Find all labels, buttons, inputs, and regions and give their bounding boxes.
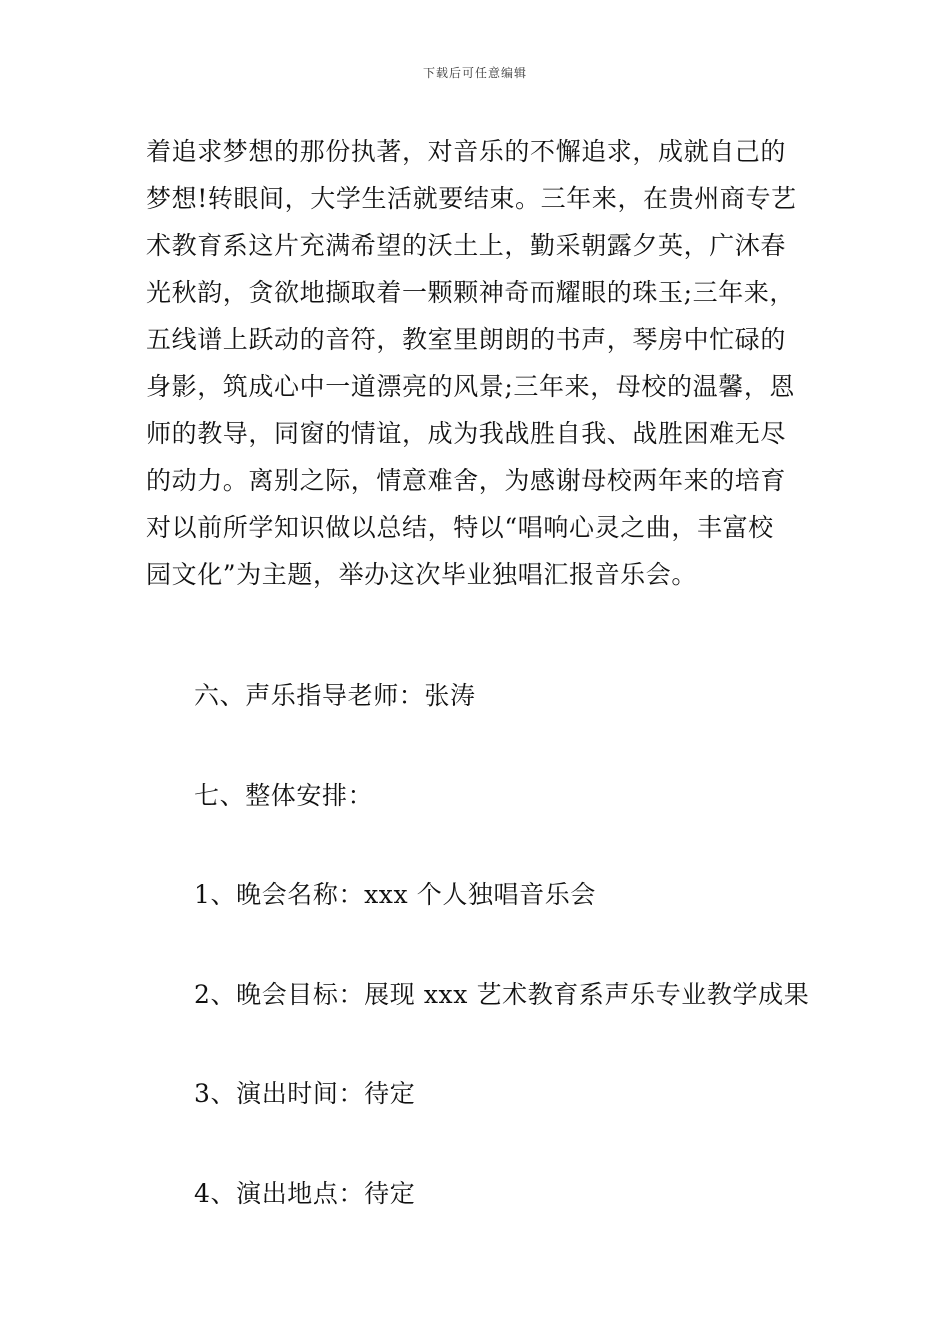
paragraph-line: 五线谱上跃动的音符，教室里朗朗的书声，琴房中忙碌的 bbox=[146, 325, 787, 354]
paragraph-line: 师的教导，同窗的情谊，成为我战胜自我、战胜困难无尽 bbox=[146, 419, 787, 448]
page-header-note: 下载后可任意编辑 bbox=[422, 66, 527, 80]
arrangement-item-time: 3、演出时间：待定 bbox=[194, 1079, 416, 1108]
paragraph-line: 的动力。离别之际，情意难舍，为感谢母校两年来的培育 bbox=[146, 466, 787, 495]
paragraph-line: 梦想!转眼间，大学生活就要结束。三年来，在贵州商专艺 bbox=[146, 184, 797, 213]
body-paragraph bbox=[146, 128, 810, 598]
arrangement-item-location: 4、演出地点：待定 bbox=[194, 1179, 416, 1208]
paragraph-line: 着追求梦想的那份执著，对音乐的不懈追求，成就自己的 bbox=[146, 137, 787, 166]
section-teacher: 六、声乐指导老师：张涛 bbox=[194, 681, 476, 710]
paragraph-line: 园文化”为主题，举办这次毕业独唱汇报音乐会。 bbox=[146, 560, 697, 589]
arrangement-item-name: 1、晚会名称：xxx 个人独唱音乐会 bbox=[194, 880, 596, 909]
paragraph-line: 身影，筑成心中一道漂亮的风景;三年来，母校的温馨，恩 bbox=[146, 372, 796, 401]
section-arrangement-heading: 七、整体安排： bbox=[194, 781, 374, 810]
arrangement-item-goal: 2、晚会目标：展现 xxx 艺术教育系声乐专业教学成果 bbox=[194, 980, 810, 1009]
paragraph-line: 术教育系这片充满希望的沃土上，勤采朝露夕英，广沐春 bbox=[146, 231, 787, 260]
paragraph-line: 对以前所学知识做以总结，特以“唱响心灵之曲，丰富校 bbox=[146, 513, 774, 542]
paragraph-line: 光秋韵，贪欲地撷取着一颗颗神奇而耀眼的珠玉;三年来， bbox=[146, 278, 796, 307]
